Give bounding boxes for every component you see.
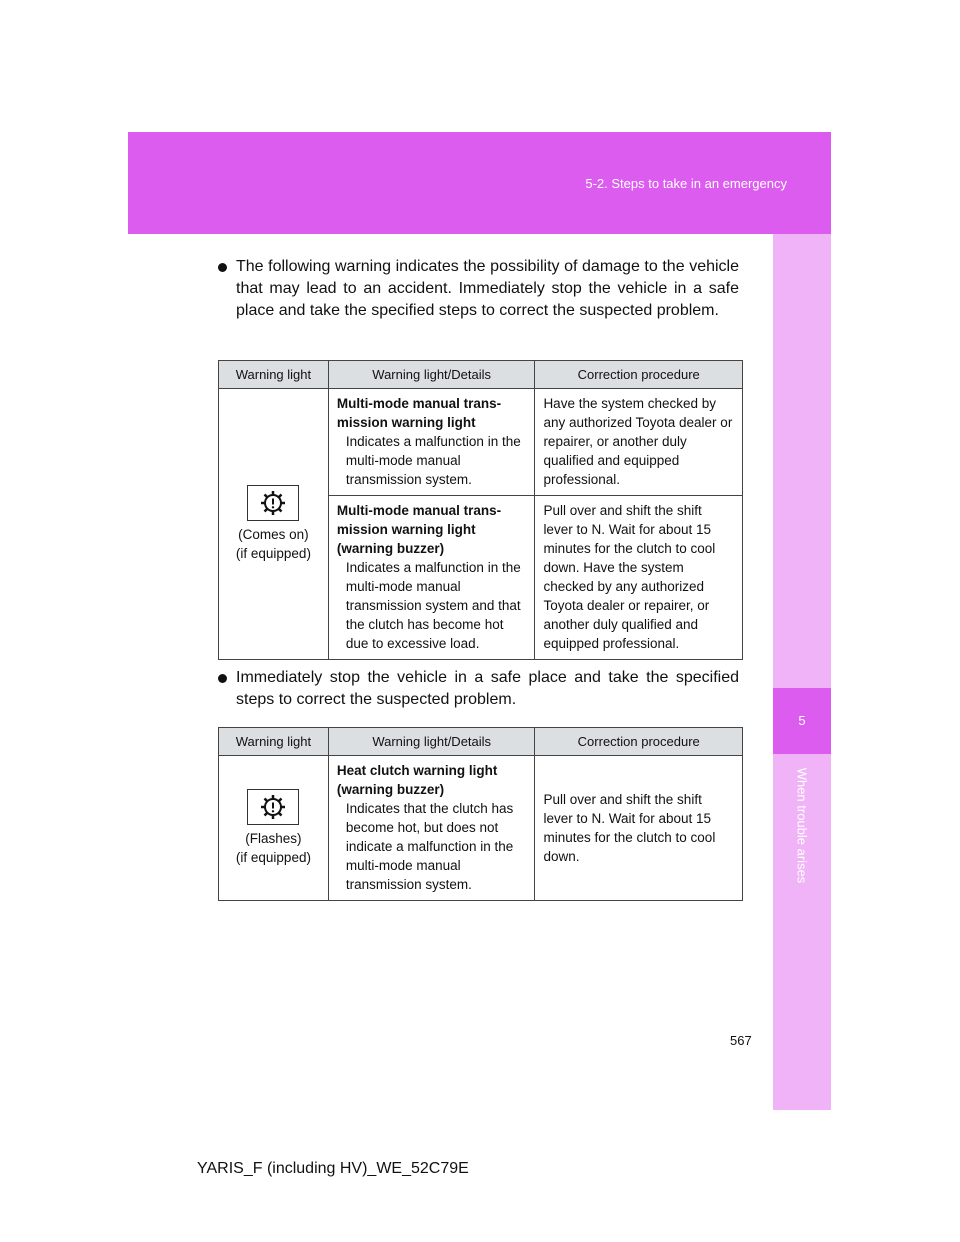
chapter-number: 5 bbox=[798, 713, 806, 728]
details-cell bbox=[328, 756, 535, 901]
details-cell bbox=[328, 496, 535, 660]
chapter-side-tab bbox=[773, 234, 831, 1110]
table-row bbox=[219, 389, 743, 496]
detail-body: Indicates that the clutch has become hot, but does not indicate a malfunction in the multi-mode manual transmission system. bbox=[345, 801, 514, 892]
detail-title: Heat clutch warning light (warning buzzer) bbox=[336, 763, 498, 797]
detail-title: Multi-mode manual trans-mission warning light (warning buzzer) bbox=[336, 503, 502, 556]
light-state: (Comes on) bbox=[238, 526, 309, 542]
gear-warning-icon bbox=[247, 789, 299, 825]
gear-warning-icon bbox=[247, 485, 299, 521]
detail-title: Multi-mode manual trans-mission warning light bbox=[336, 396, 502, 430]
warning-light-cell bbox=[219, 756, 329, 901]
bullet-text-2: Immediately stop the vehicle in a safe place and take the specified steps to correct the suspected problem. bbox=[236, 669, 739, 708]
bullet-paragraph-2 bbox=[236, 667, 739, 711]
procedure-cell: Pull over and shift the shift lever to N. Wait for about 15 minutes for the clutch to cool down. Have the system checked by any authorized Toyota dealer or repairer, or another duly qualified and equipped professional. bbox=[535, 496, 743, 660]
header-warning-light: Warning light bbox=[219, 728, 329, 756]
light-note: (if equipped) bbox=[235, 849, 311, 865]
table-header-row bbox=[219, 361, 743, 389]
detail-body: Indicates a malfunction in the multi-mode manual transmission system and that the clutch has become hot due to excessive load. bbox=[345, 560, 521, 651]
table-header-row bbox=[219, 728, 743, 756]
bullet-text-1: The following warning indicates the possibility of damage to the vehicle that may lead to an accident. Immediately stop the vehicle in a safe place and take the specified steps to correct the suspected problem. bbox=[236, 258, 739, 319]
header-band bbox=[128, 132, 831, 234]
header-warning-light: Warning light bbox=[219, 361, 329, 389]
header-correction: Correction procedure bbox=[535, 361, 743, 389]
detail-body: Indicates a malfunction in the multi-mode manual transmission system. bbox=[345, 434, 521, 487]
bullet-icon bbox=[218, 263, 227, 272]
footer-doc-id: YARIS_F (including HV)_WE_52C79E bbox=[197, 1160, 469, 1177]
bullet-paragraph-1 bbox=[236, 256, 739, 322]
light-state: (Flashes) bbox=[245, 830, 302, 846]
table-row bbox=[219, 756, 743, 901]
details-cell bbox=[328, 389, 535, 496]
warning-table-2 bbox=[218, 727, 743, 901]
procedure-cell: Pull over and shift the shift lever to N. Wait for about 15 minutes for the clutch to cool down. bbox=[535, 756, 743, 901]
chapter-title: When trouble arises bbox=[794, 767, 810, 884]
bullet-icon bbox=[218, 674, 227, 683]
header-details: Warning light/Details bbox=[328, 361, 535, 389]
header-details: Warning light/Details bbox=[328, 728, 535, 756]
warning-light-cell bbox=[219, 389, 329, 660]
section-label: 5-2. Steps to take in an emergency bbox=[585, 176, 787, 191]
page-number: 567 bbox=[730, 1033, 752, 1048]
warning-table-1 bbox=[218, 360, 743, 660]
light-note: (if equipped) bbox=[235, 545, 311, 561]
procedure-cell: Have the system checked by any authorized Toyota dealer or repairer, or another duly qualified and equipped professional. bbox=[535, 389, 743, 496]
header-correction: Correction procedure bbox=[535, 728, 743, 756]
